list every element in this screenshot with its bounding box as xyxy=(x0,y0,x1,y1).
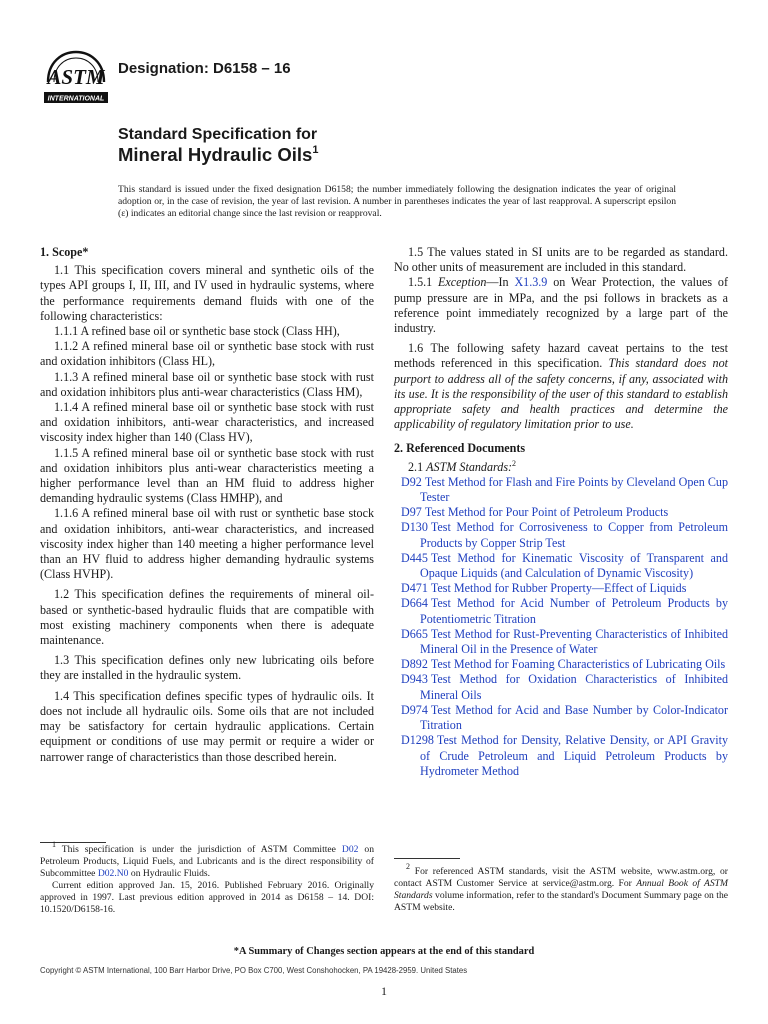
reference-code-link[interactable]: D1298 xyxy=(401,733,434,748)
paragraph-1-2: 1.2 This specification defines the requirements of mineral oil-based or synthetic-based hydraulic fluids that are compatible with most existing machinery components when there is adequate maintenance. xyxy=(40,587,374,648)
paragraph-1-5-1-text-a: —In xyxy=(486,275,509,290)
reference-title-link[interactable]: Test Method for Rust-Preventing Characteristics of Inhibited Mineral Oil in the Presence of Water xyxy=(420,626,728,657)
footnote-1-text-c: on Hydraulic Fluids. xyxy=(130,868,211,880)
reference-list xyxy=(394,475,728,779)
logo-subtext: INTERNATIONAL xyxy=(47,95,105,103)
footnote-1-paragraph-1 xyxy=(40,840,375,880)
reference-item xyxy=(394,657,728,672)
page-number: 1 xyxy=(381,984,387,998)
reference-code-link[interactable]: D97 xyxy=(401,505,422,520)
reference-title-link[interactable]: Test Method for Density, Relative Density, or API Gravity of Crude Petroleum and Liquid Petroleum Products by Hydrometer Method xyxy=(420,733,728,778)
reference-item xyxy=(394,520,728,550)
section-heading-referenced-documents: 2. Referenced Documents xyxy=(394,441,526,456)
document-header xyxy=(40,48,730,110)
reference-title-link[interactable]: Test Method for Oxidation Characteristics of Inhibited Mineral Oils xyxy=(420,672,728,702)
exception-label: Exception xyxy=(438,275,487,290)
paragraph-1-5-1-text-b: on Wear Protection, the values of pump pressure are in MPa, and the psi follows in brackets as a reference point immediately recognized by a large part of the industry. xyxy=(394,275,729,336)
reference-title-link[interactable]: Test Method for Acid Number of Petroleum Products by Potentiometric Titration xyxy=(420,596,728,626)
reference-item xyxy=(394,672,728,702)
reference-item xyxy=(394,703,728,733)
safety-caveat: This standard does not purport to address all of the safety concerns, if any, associated with its use. It is the responsibility of the user of this standard to establish appropriate safety and health practices and determine the applicability of regulatory limitation prior to use. xyxy=(394,356,728,432)
reference-code-link[interactable]: D665 xyxy=(401,626,428,641)
footnote-mark-2: 2 xyxy=(512,458,517,468)
paragraph-1-1-2: 1.1.2 A refined mineral base oil or synthetic base stock with rust and oxidation inhibitors (Class HL), xyxy=(40,339,374,369)
footnote-1 xyxy=(40,840,375,917)
reference-code-link[interactable]: D892 xyxy=(401,657,428,672)
footnote-2-italic: Annual Book of ASTM Standards xyxy=(394,878,728,902)
reference-item xyxy=(394,475,728,505)
reference-title-link[interactable]: Test Method for Acid and Base Number by Color-Indicator Titration xyxy=(420,702,728,733)
paragraph-1-3: 1.3 This specification defines only new lubricating oils before they are installed in the hydraulic system. xyxy=(40,653,374,683)
reference-code-link[interactable]: D974 xyxy=(401,702,428,717)
reference-item xyxy=(394,627,728,657)
footnote-2-text-a: For referenced ASTM standards, visit the ASTM website, www.astm.org, or contact ASTM Customer Service at service@astm.org. For xyxy=(394,866,728,890)
paragraph-1-1-5: 1.1.5 A refined mineral base oil or synthetic base stock with rust and oxidation inhibitors plus anti-wear characteristics meeting a higher performance level than an HM fluid to address higher demanding hydraulic systems (Class HMHP), and xyxy=(40,445,374,506)
footnote-2 xyxy=(394,862,728,914)
reference-title-link[interactable]: Test Method for Pour Point of Petroleum Products xyxy=(424,505,669,520)
link-x1-3-9[interactable]: X1.3.9 xyxy=(514,275,548,290)
reference-item xyxy=(394,596,728,626)
footnote-rule-left xyxy=(40,842,106,843)
reference-title-link[interactable]: Test Method for Foaming Characteristics of Lubricating Oils xyxy=(430,657,726,672)
paragraph-1-5-1 xyxy=(394,275,728,336)
paragraph-1-1-4: 1.1.4 A refined mineral base oil or synthetic base stock with rust and oxidation inhibitors, anti-wear characteristics, and increased viscosity index higher than 140 (Class HV), xyxy=(40,400,374,445)
reference-code-link[interactable]: D445 xyxy=(401,550,428,565)
logo-letters: ASTM xyxy=(47,65,105,89)
reference-title-link[interactable]: Test Method for Flash and Fire Points by Cleveland Open Cup Tester xyxy=(420,474,728,505)
reference-item xyxy=(394,733,728,779)
footnote-1-text-a: This specification is under the jurisdiction of ASTM Committee xyxy=(61,844,336,855)
title-main: Mineral Hydraulic Oils xyxy=(118,144,313,165)
link-d02[interactable]: D02 xyxy=(341,844,359,855)
paragraph-1-1-1: 1.1.1 A refined base oil or synthetic base stock (Class HH), xyxy=(54,324,340,339)
reference-title-link[interactable]: Test Method for Rubber Property—Effect of Liquids xyxy=(430,581,687,596)
reference-code-link[interactable]: D943 xyxy=(401,672,428,687)
designation-label: Designation: D6158 xyxy=(118,60,258,77)
paragraph-1-1-6: 1.1.6 A refined mineral base oil with rust or synthetic base stock and oxidation inhibitors, anti-wear characteristics, and increased viscosity index higher than 140 meeting a higher performance level than an HV fluid to address higher demanding hydraulic systems (Class HVHP). xyxy=(40,506,374,582)
reference-code-link[interactable]: D471 xyxy=(401,581,428,596)
paragraph-1-5: 1.5 The values stated in SI units are to be regarded as standard. No other units of measurement are included in this standard. xyxy=(394,245,728,275)
footnote-2-text-b: volume information, refer to the standard's Document Summary page on the ASTM website. xyxy=(394,890,728,914)
section-heading-scope: 1. Scope* xyxy=(40,245,89,259)
footnote-2-mark: 2 xyxy=(406,862,410,871)
subsection-astm-standards xyxy=(394,460,728,475)
footnote-2-paragraph xyxy=(394,862,728,914)
footnote-1-mark: 1 xyxy=(52,840,56,849)
paragraph-1-6 xyxy=(394,341,728,432)
paragraph-1-5-1-number: 1.5.1 xyxy=(408,275,433,290)
designation xyxy=(118,60,291,77)
astm-logo-icon xyxy=(40,48,112,108)
reference-item xyxy=(394,551,728,581)
title-line-1: Standard Specification for xyxy=(118,126,318,143)
reference-title-link[interactable]: Test Method for Kinematic Viscosity of Transparent and Opaque Liquids (and Calculation of Dynamic Viscosity) xyxy=(420,550,728,581)
right-column xyxy=(394,245,728,779)
subsection-label: ASTM Standards: xyxy=(426,459,513,474)
reference-code-link[interactable]: D664 xyxy=(401,596,428,611)
subsection-number: 2.1 xyxy=(408,459,424,474)
designation-year: – 16 xyxy=(261,60,291,77)
footnote-rule-right xyxy=(394,858,460,859)
reference-code-link[interactable]: D92 xyxy=(401,474,422,489)
paragraph-1-1-3: 1.1.3 A refined mineral base oil or synthetic base stock with rust and oxidation inhibitors plus anti-wear characteristics (Class HM), xyxy=(40,369,374,399)
paragraph-1-1: 1.1 This specification covers mineral and synthetic oils of the types API groups I, II, III, and IV used in hydraulic systems, where the performance requirements demand fluids with one of the following characteristics: xyxy=(40,263,374,323)
title-footnote-mark: 1 xyxy=(312,144,319,156)
document-title xyxy=(118,125,678,166)
reference-title-link[interactable]: Test Method for Corrosiveness to Copper from Petroleum Products by Copper Strip Test xyxy=(420,520,728,550)
reference-code-link[interactable]: D130 xyxy=(401,520,428,535)
paragraph-1-4: 1.4 This specification defines specific types of hydraulic oils. It does not include all hydraulic oils. Some oils that are not included may be satisfactory for certain hydraulic applications. Certain equipment or conditions of use may permit or require a wider or narrower range of characteristics than those described herein. xyxy=(40,688,374,764)
reference-item xyxy=(394,581,728,596)
footnote-1-text-b: on Petroleum Products, Liquid Fuels, and Lubricants and is the direct responsibility of Subcommittee xyxy=(40,844,375,880)
footnote-1-paragraph-2: Current edition approved Jan. 15, 2016. Published February 2016. Originally approved in 1997. Last previous edition approved in 2014 as D6158 – 14. DOI: 10.1520/D6158-16. xyxy=(40,880,374,916)
title-line-2 xyxy=(118,144,678,166)
paragraph-1-6-text: 1.6 The following safety hazard caveat pertains to the test methods referenced in this specification. xyxy=(394,341,728,371)
link-d02-n0[interactable]: D02.N0 xyxy=(97,868,129,880)
copyright-line: Copyright © ASTM International, 100 Barr Harbor Drive, PO Box C700, West Conshohocken, PA 19428-2959. United States xyxy=(40,966,468,975)
left-column xyxy=(40,245,374,765)
reference-item xyxy=(394,505,728,520)
intro-paragraph: This standard is issued under the fixed designation D6158; the number immediately following the designation indicates the year of original adoption or, in the case of revision, the year of last revision. A number in parentheses indicates the year of last reapproval. A superscript epsilon (ε) indicates an editorial change since the last revision or reapproval. xyxy=(118,184,676,220)
summary-of-changes-note: *A Summary of Changes section appears at the end of this standard xyxy=(233,946,535,957)
